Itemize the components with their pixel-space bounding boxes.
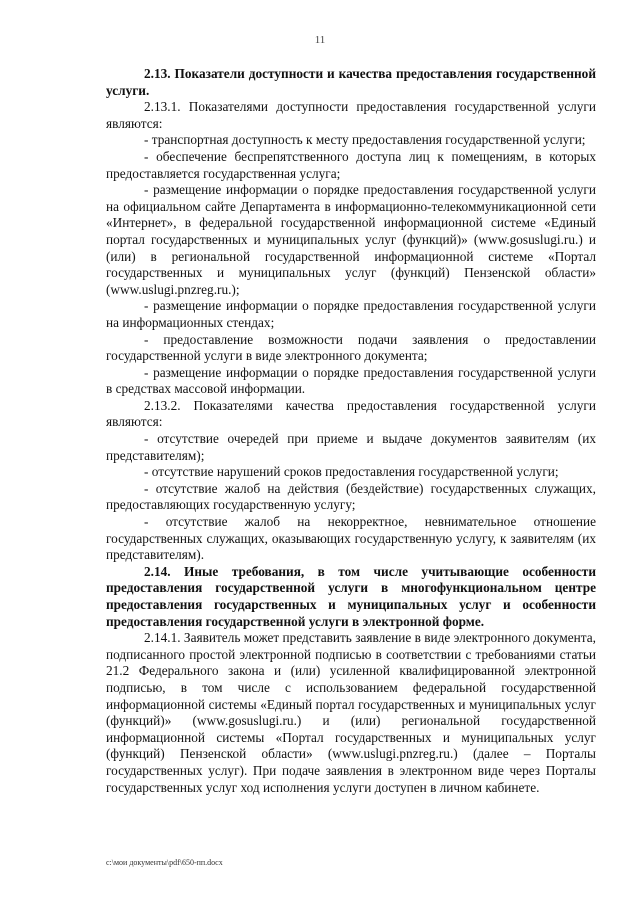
list-item: - отсутствие нарушений сроков предоставления государственной услуги; [144,464,559,480]
list-item: - отсутствие жалоб на некорректное, невнимательное отношение государственных служащих, оказывающих государственную услугу, к заявителям (их представителям). [106,514,596,563]
list-item: - обеспечение беспрепятственного доступа лиц к помещениям, в которых предоставляется государственная услуга; [106,148,596,181]
list-item: - размещение информации о порядке предоставления государственной услуги в средствах массовой информации. [106,364,596,397]
paragraph-2-14-1: 2.14.1. Заявитель может представить заявление в виде электронного документа, подписанного простой электронной подписью в соответствии с требованиями статьи 21.2 Федерального закона и (или) усиленной квалифицированной электронной подписью, в том числе с использованием федеральной государственной информационной системы «Единый портал государственных и муниципальных услуг (функций)» (www.gosuslugi.ru.) и (или) региональной государственной информационной системы «Портал государственных и муниципальных услуг (функций) Пензенской области» (www.uslugi.pnzreg.ru.) (далее – Порталы государственных услуг). При подаче заявления в электронном виде через Порталы государственных услуг ход исполнения услуги доступен в личном кабинете. [106,630,596,795]
paragraph-2-13-2: 2.13.2. Показателями качества предоставления государственной услуги являются: [106,397,596,430]
paragraph-2-13-1: 2.13.1. Показателями доступности предоставления государственной услуги являются: [106,99,596,131]
page-number: 11 [314,34,326,46]
list-item: - размещение информации о порядке предоставления государственной услуги на официальном сайте Департамента в информационно-телекоммуникационной сети «Интернет», в федеральной государственной информационной системе «Единый портал государственных и муниципальных услуг (функций)» (www.gosuslugi.ru.) и (или) в региональной государственной информационной системе «Портал государственных и муниципальных услуг (функций) Пензенской области» (www.uslugi.pnzreg.ru.); [106,182,596,297]
list-item: - размещение информации о порядке предоставления государственной услуги на информационных стендах; [106,298,596,330]
list-item: - отсутствие жалоб на действия (бездействие) государственных служащих, предоставляющих государственную услугу; [106,480,596,513]
document-body [106,66,596,796]
list-item: - отсутствие очередей при приеме и выдаче документов заявителям (их представителям); [106,431,596,463]
list-item: - предоставление возможности подачи заявления о предоставлении государственной услуги в виде электронного документа; [106,331,596,364]
file-path-footer: c:\мои документы\pdf\650-пп.docx [106,858,223,867]
section-heading-2-14: 2.14. Иные требования, в том числе учитывающие особенности предоставления государственной услуги в многофункциональном центре предоставления государственных и муниципальных услуг и особенности предоставления государственной услуги в электронной форме. [106,563,596,629]
list-item: - транспортная доступность к месту предоставления государственной услуги; [144,132,586,148]
section-heading-2-13: 2.13. Показатели доступности и качества предоставления государственной услуги. [106,66,596,98]
